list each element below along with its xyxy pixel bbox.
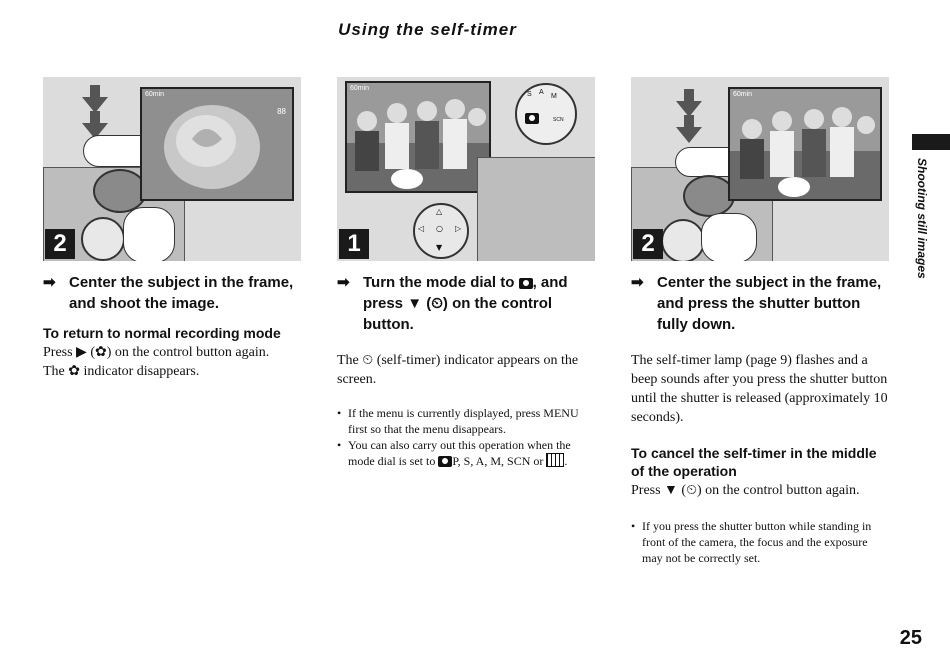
lcd-screen (345, 81, 491, 193)
camera-illustration (43, 77, 301, 261)
arrow-right-icon: ➡ (43, 274, 56, 291)
body-text: The ⏲ (self-timer) indicator appears on the screen. (337, 353, 579, 387)
notes-list (631, 518, 889, 566)
column-step-2-shutter (631, 77, 889, 566)
camera-mode-icon (438, 456, 452, 467)
control-button (81, 217, 125, 261)
arrow-right-icon: ➡ (631, 274, 644, 291)
page-number: 25 (899, 627, 922, 649)
subheading: To return to normal recording mode (43, 325, 281, 341)
column-step-2-shoot (43, 77, 301, 381)
list-item: • If the menu is currently displayed, press MENU first so that the menu disappears. (337, 405, 595, 437)
battery-status: 60min (733, 91, 753, 98)
battery-status: 60min (145, 91, 165, 98)
camera-mode-icon (519, 278, 533, 289)
camera-body (477, 157, 595, 261)
column-step-1-mode-dial (337, 77, 595, 469)
rose-icon (142, 89, 292, 199)
subheading: To cancel the self-timer in the middle of the operation (631, 445, 877, 479)
group-photo-icon (347, 83, 489, 191)
section-label: Shooting still images (915, 158, 929, 279)
body-text: The self-timer lamp (page 9) flashes and a beep sounds after you press the shutter button until the shutter is released (approximately 10 seconds). (631, 353, 888, 425)
step-number: 2 (45, 229, 75, 259)
body-text: Press ▼ (⏲) on the control button again. (631, 483, 860, 498)
camera-illustration (337, 77, 595, 261)
self-timer-icon: ⏲ (686, 483, 697, 498)
thumb-icon (123, 207, 175, 261)
page-title: Using the self-timer (338, 20, 517, 39)
notes-list (337, 405, 595, 469)
step-number: 1 (339, 229, 369, 259)
lcd-screen (728, 87, 882, 201)
step-number: 2 (633, 229, 663, 259)
control-button: △ ◁ ▷ ▼ ○ (413, 203, 469, 259)
macro-icon: ✿ (95, 345, 107, 360)
step-heading: ➡ Center the subject in the frame, and shoot the image. (43, 274, 294, 312)
step-heading: ➡ Center the subject in the frame, and press the shutter button fully down. (631, 274, 882, 333)
thumb-icon (701, 213, 757, 261)
step-heading: ➡ Turn the mode dial to , and press ▼ (⏲) on the control button. (337, 274, 568, 333)
list-item: • If you press the shutter button while standing in front of the camera, the focus and the exposure may not be correctly set. (631, 518, 889, 566)
body-text: Press ▶ (✿) on the control button again. The ✿ indicator disappears. (43, 345, 270, 379)
arrow-right-icon: ➡ (337, 274, 350, 291)
camera-illustration (631, 77, 889, 261)
battery-status: 60min (350, 85, 370, 92)
section-tab (912, 134, 950, 150)
macro-icon: ✿ (68, 364, 80, 379)
image-count: 88 (277, 107, 286, 116)
group-photo-icon (730, 89, 880, 199)
control-button (661, 219, 705, 261)
lcd-screen (140, 87, 294, 201)
self-timer-icon: ⏲ (362, 353, 374, 368)
list-item: • You can also carry out this operation when the mode dial is set to P, S, A, M, SCN or . (337, 437, 595, 469)
self-timer-icon: ⏲ (431, 295, 443, 312)
mode-dial: S A M SCN (515, 83, 577, 145)
movie-mode-icon (546, 453, 564, 467)
camera-mode-icon (525, 113, 539, 124)
